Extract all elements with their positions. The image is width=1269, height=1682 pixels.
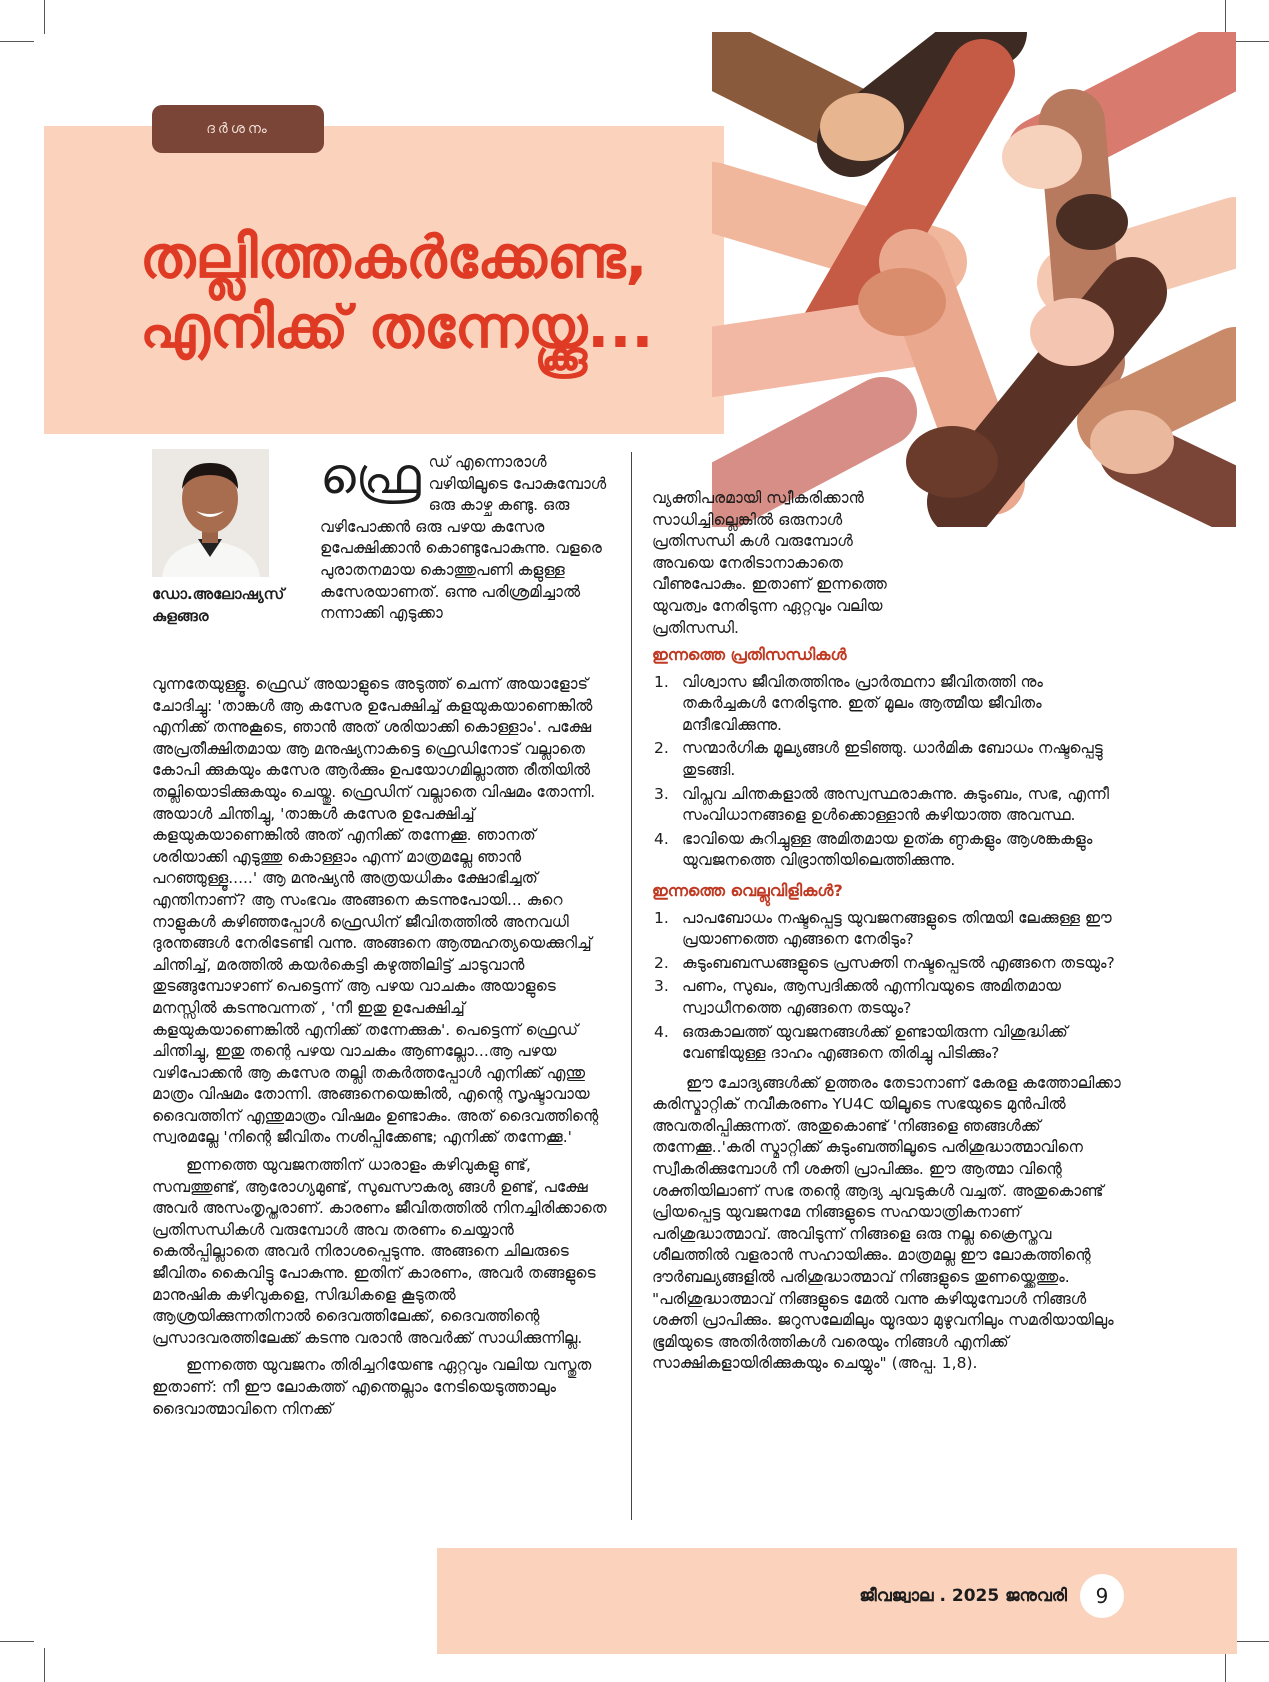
paragraph: വുന്നതേയുള്ളൂ. ഫ്രെഡ് അയാളുടെ അടുത്ത് ചെന്ന് അയാളോട് ചോദിച്ചു: 'താങ്കൾ ആ കസേര ഉപേക്ഷിച്ച് കളയുകയാണെങ്കിൽ എനിക്ക് തന്നുകൂടെ, ഞാൻ അത് ശരിയാക്കി കൊള്ളാം'. പക്ഷേ അപ്രതീക്ഷിതമായ ആ മനുഷ്യനാകട്ടെ ഫ്രെഡിനോട് വല്ലാതെ കോപി ക്കുകയും കസേര ആർക്കും ഉപയോഗമില്ലാത്ത രീതിയിൽ തല്ലിയൊടിക്കുകയും ചെയ്തു. ഫ്രെഡിന് വല്ലാതെ വിഷമം തോന്നി. അയാൾ ചിന്തിച്ചു, 'താങ്കൾ കസേര ഉപേക്ഷിച്ച് കളയുകയാണെങ്കിൽ അത് എനിക്ക് തന്നേക്കൂ. ഞാനത് ശരിയാക്കി എടുത്തു കൊള്ളാം എന്ന് മാത്രമല്ലേ ഞാൻ പറഞ്ഞുള്ളൂ.....' ആ മനുഷ്യൻ അത്രയധികം ക്ഷോഭിച്ചത് എന്തിനാണ്? ആ സംഭവം അങ്ങനെ കടന്നുപോയി... കുറെ നാളുകൾ കഴിഞ്ഞപ്പോൾ ഫ്രെഡിന് ജീവിതത്തിൽ അനവധി ദുരന്തങ്ങൾ നേരിടേണ്ടി വന്നു. അങ്ങനെ ആത്മഹത്യയെക്കുറിച്ച് ചിന്തിച്ച്, മരത്തിൽ കയർകെട്ടി കഴുത്തിലിട്ട് ചാടുവാൻ തുടങ്ങുമ്പോഴാണ് പെട്ടെന്ന് ആ പഴയ വാചകം അയാളുടെ മനസ്സിൽ കടന്നുവന്നത് , 'നീ ഇതു ഉപേക്ഷിച്ച് കളയുകയാണെങ്കിൽ എനിക്ക് തന്നേക്കുക'. പെട്ടെന്ന് ഫ്രെഡ് ചിന്തിച്ചു, ഇതു തന്റെ പഴയ വാചകം ആണല്ലോ...ആ പഴയ വഴിപോക്കൻ ആ കസേര തല്ലി തകർത്തപ്പോൾ എനിക്ക് എന്തു മാത്രം വിഷമം തോന്നി. അങ്ങനെയെങ്കിൽ, എന്റെ സൃഷ്ടാവായ ദൈവത്തിന് എന്തുമാത്രം വിഷമം ഉണ്ടാകും. അത് ദൈവത്തിന്റെ സ്വരമല്ലേ 'നിന്റെ ജീവിതം നശിപ്പിക്കേണ്ട; എനിക്ക് തന്നേക്കൂ.'	[152, 675, 599, 1147]
crises-list	[652, 672, 1122, 872]
subhead-crises: ഇന്നത്തെ പ്രതിസന്ധികൾ	[652, 645, 847, 664]
challenges-list	[652, 908, 1122, 1065]
headline	[140, 222, 720, 362]
paragraph: ഈ ചോദ്യങ്ങൾക്ക് ഉത്തരം തേടാനാണ് കേരള കത്തോലിക്കാ കരിസ്മാറ്റിക് നവീകരണം YU4C യിലൂടെ സഭയുടെ മുൻപിൽ അവതരിപ്പിക്കുന്നത്. അതുകൊണ്ട് 'നിങ്ങളെ ഞങ്ങൾക്ക് തന്നേക്കൂ..'കരി സ്മാറ്റിക്ക് കുടുംബത്തിലൂടെ പരിശുദ്ധാത്മാവിനെ സ്വീകരിക്കുമ്പോൾ നീ ശക്തി പ്രാപിക്കും. ഈ ആത്മാ വിന്റെ ശക്തിയിലാണ് സഭ തന്റെ ആദ്യ ചുവടുകൾ വച്ചത്. അതുകൊണ്ട് പ്രിയപ്പെട്ട യുവജനമേ നിങ്ങളുടെ സഹയാത്രികനാണ് പരിശുദ്ധാത്മാവ്. അവിടുന്ന് നിങ്ങളെ ഒരു നല്ല ക്രൈസ്തവ ശീലത്തിൽ വളരാൻ സഹായിക്കും. മാത്രമല്ല ഈ ലോകത്തിന്റെ ദൗർബല്യങ്ങളിൽ പരിശുദ്ധാത്മാവ് നിങ്ങളുടെ തുണയ്ക്കെത്തും. "പരിശുദ്ധാത്മാവ് നിങ്ങളുടെ മേൽ വന്നു കഴിയുമ്പോൾ നിങ്ങൾ ശക്തി പ്രാപിക്കും. ജറുസലേമിലും യൂദയാ മുഴുവനിലും സമരിയായിലും ഭൂമിയുടെ അതിർത്തികൾ വരെയും നിങ്ങൾ എനിക്ക് സാക്ഷികളായിരിക്കുകയും ചെയ്യും" (അപ്പ. 1,8).	[652, 1073, 1121, 1373]
dropcap: ഫ്രെ	[320, 447, 421, 505]
list-item: 3. വിപ്ലവ ചിന്തകളാൽ അസ്വസ്ഥരാകുന്നു. കുടുംബം, സഭ, എന്നീ സംവിധാനങ്ങളെ ഉൾക്കൊള്ളാൻ കഴിയാത്ത അവസ്ഥ.	[654, 784, 1109, 825]
paragraph: ഇന്നത്തെ യുവജനത്തിന് ധാരാളം കഴിവുകളു ണ്ട്, സമ്പത്തുണ്ട്, ആരോഗ്യമുണ്ട്, സുഖസൗകര്യ ങ്ങൾ ഉണ്ട്, പക്ഷേ അവർ അസംതൃപ്തരാണ്. കാരണം ജീവിതത്തിൽ നിനച്ചിരിക്കാതെ പ്രതിസന്ധികൾ വരുമ്പോൾ അവ തരണം ചെയ്യാൻ കെൽപ്പില്ലാതെ അവർ നിരാശപ്പെടുന്നു. അങ്ങനെ ചിലരുടെ ജീവിതം കൈവിട്ടു പോകുന്നു. ഇതിന് കാരണം, അവർ തങ്ങളുടെ മാനുഷിക കഴിവുകളെ, സിദ്ധികളെ കൂടുതൽ ആശ്രയിക്കുന്നതിനാൽ ദൈവത്തിലേക്ക്, ദൈവത്തിന്റെ പ്രസാദവരത്തിലേക്ക് കടന്നു വരാൻ അവർക്ക് സാധിക്കുന്നില്ല.	[152, 1156, 607, 1347]
hand	[1056, 194, 1128, 250]
hand	[858, 268, 946, 336]
arm	[712, 332, 912, 362]
hand	[1002, 125, 1082, 189]
intro-text: ഡ് എന്നൊരാൾ വഴിയിലൂടെ പോകുമ്പോൾ ഒരു കാഴ്ച കണ്ടു. ഒരു വഴിപോക്കൻ ഒരു പഴയ കസേര ഉപേക്ഷിക്കാൻ കൊണ്ടുപോകുന്നു. വളരെ പുരാതനമായ കൊത്തുപണി കളുള്ള കസേരയാണത്. ഒന്നു പരിശ്രമിച്ചാൽ നന്നാക്കി എടുക്കാ	[320, 453, 607, 623]
author-name-line-1: ഡോ.അലോഷ്യസ്	[152, 585, 285, 603]
list-item: 3. പണം, സുഖം, ആസ്വദിക്കൽ എന്നിവയുടെ അമിതമായ സ്വാധീനത്തെ എങ്ങനെ തടയും?	[654, 977, 1061, 1017]
paragraph: ഇന്നത്തെ യുവജനം തിരിച്ചറിയേണ്ട ഏറ്റവും വലിയ വസ്തുത ഇതാണ്: നീ ഈ ലോകത്ത് എന്തെല്ലാം നേടിയെടുത്താലും ദൈവാത്മാവിനെ നിനക്ക്	[152, 1356, 592, 1418]
hand	[1030, 298, 1114, 366]
author-name-line-2: കുളങ്ങര	[152, 607, 209, 625]
footer	[437, 1548, 1237, 1654]
crop-mark	[44, 1648, 45, 1682]
article-left-column	[152, 674, 610, 1426]
hand	[1090, 410, 1174, 474]
list-item: 2. സന്മാർഗിക മൂല്യങ്ങൾ ഇടിഞ്ഞു. ധാർമിക ബോധം നഷ്ടപ്പെട്ടു തുടങ്ങി.	[654, 739, 1103, 779]
article-right-top	[652, 488, 1122, 645]
hand	[820, 93, 904, 161]
crop-mark	[0, 41, 34, 42]
crop-mark	[1235, 1641, 1269, 1642]
paragraph: വ്യക്തിപരമായി സ്വീകരിക്കാൻ സാധിച്ചില്ലെങ്കിൽ ഒരുനാൾ പ്രതിസന്ധി കൾ വരുമ്പോൾ അവയെ നേരിടാനാകാതെ വീണുപോകും. ഇതാണ് ഇന്നത്തെ യുവത്വം നേരിടുന്ന ഏറ്റവും വലിയ പ്രതിസന്ധി.	[652, 489, 887, 637]
article-right-column	[652, 636, 1122, 1381]
list-item: 4. ഒരുകാലത്ത് യുവജനങ്ങൾക്ക് ഉണ്ടായിരുന്ന വിശുദ്ധിക്ക് വേണ്ടിയുള്ള ദാഹം എങ്ങനെ തിരിച്ചു പിടിക്കും?	[654, 1022, 1068, 1063]
section-tag: ദർശനം	[152, 105, 324, 153]
list-item: 1. വിശ്വാസ ജീവിതത്തിനും പ്രാർത്ഥനാ ജീവിതത്തി നും തകർച്ചകൾ നേരിടുന്നു. ഇത് മൂലം ആത്മീയ ജീവിതം മന്ദീഭവിക്കുന്നു.	[654, 672, 1043, 734]
list-item: 4. ഭാവിയെ കുറിച്ചുള്ള അമിതമായ ഉത്ക ണ്ഠകളും ആശങ്കകളും യുവജനത്തെ വിഭ്രാന്തിയിലെത്തിക്കുന്നു.	[654, 829, 1093, 870]
column-divider	[631, 452, 632, 1520]
author-name	[152, 583, 312, 627]
list-item: 2. കുടുംബബന്ധങ്ങളുടെ പ്രസക്തി നഷ്ടപ്പെടൽ എങ്ങനെ തടയും?	[654, 953, 1115, 972]
headline-line-1: തല്ലിത്തകർക്കേണ്ട,	[140, 223, 648, 291]
crop-mark	[44, 0, 45, 34]
crop-mark	[1235, 41, 1269, 42]
page-number: 9	[1080, 1574, 1124, 1618]
headline-line-2: എനിക്ക് തന്നേയ്ക്കൂ...	[140, 293, 654, 361]
crop-mark	[1225, 0, 1226, 34]
list-item: 1. പാപബോധം നഷ്ടപ്പെട്ട യുവജനങ്ങളുടെ തിന്മയി ലേക്കുള്ള ഈ പ്രയാണത്തെ എങ്ങനെ നേരിടും?	[654, 908, 1112, 949]
article-intro	[320, 447, 610, 625]
author-photo	[152, 449, 269, 577]
crop-mark	[0, 1641, 34, 1642]
footer-publication: ജീവജ്വാല . 2025 ജനുവരി	[859, 1586, 1067, 1606]
subhead-challenges: ഇന്നത്തെ വെല്ലുവിളികൾ?	[652, 880, 843, 900]
hero-illustration-hands	[712, 32, 1236, 527]
